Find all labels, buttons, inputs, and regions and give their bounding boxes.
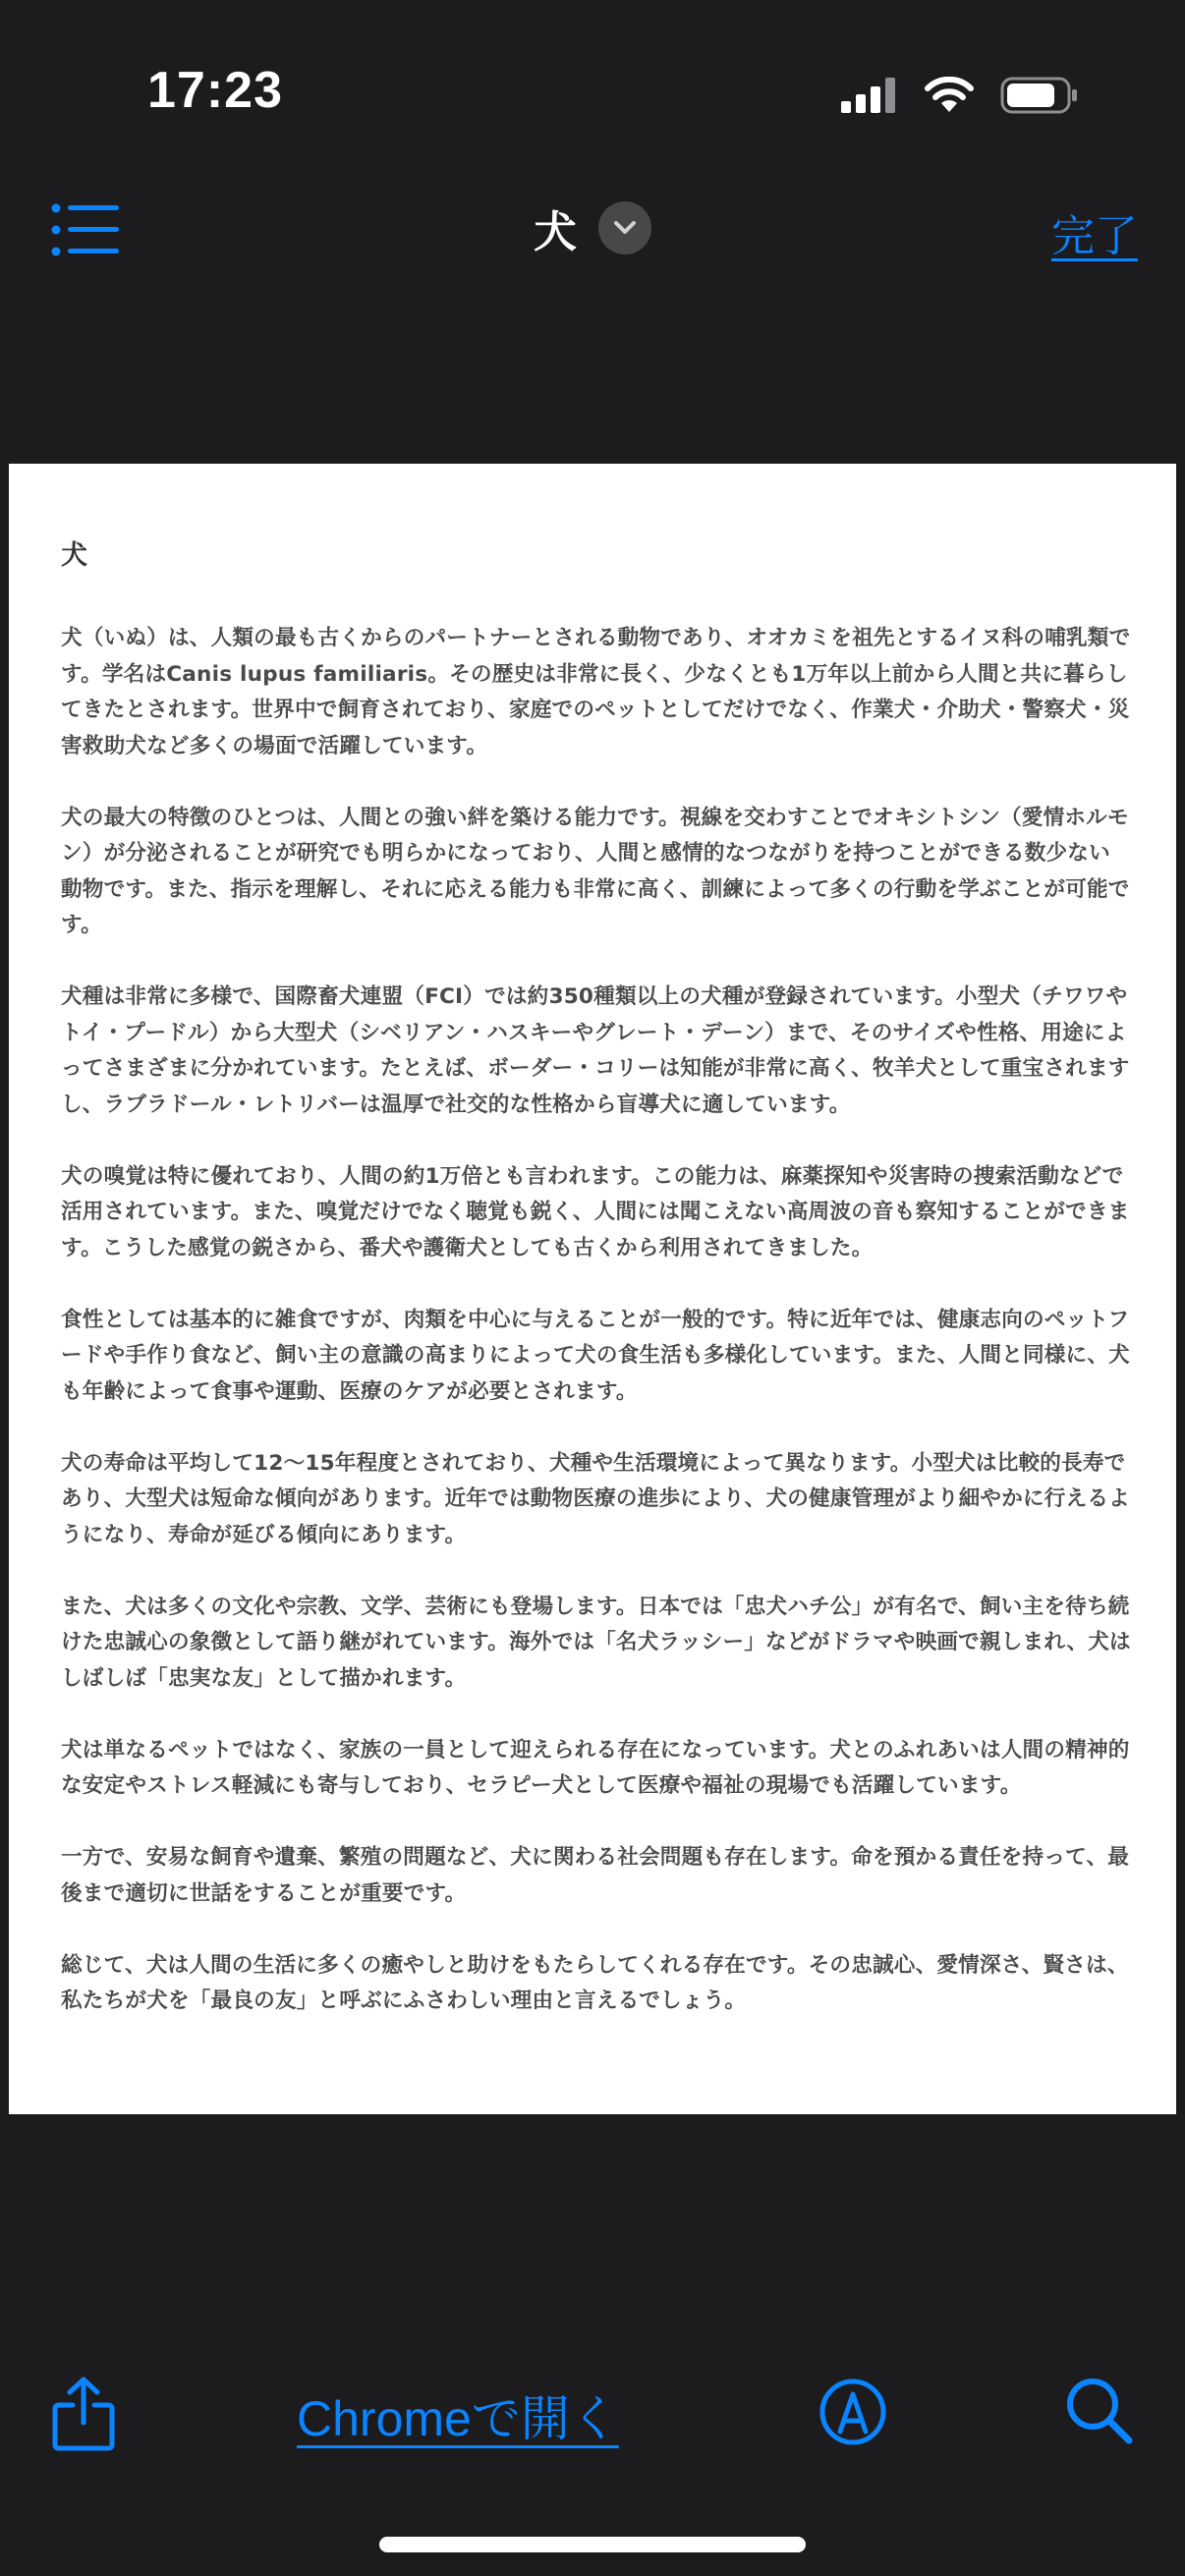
list-icon: [51, 202, 122, 257]
status-time: 17:23: [147, 62, 283, 119]
document-heading: 犬: [61, 540, 87, 571]
search-button[interactable]: [1064, 2376, 1135, 2446]
chevron-down-icon: [613, 220, 637, 236]
document-paragraph: 食性としては基本的に雑食ですが、肉類を中心に与えることが一般的です。特に近年では、健康志向のペットフードや手作り食など、飼い主の意識の高まりによって犬の食生活も多様化しています。また、人間と同様に、犬も年齢によって食事や運動、医療のケアが必要とされます。: [61, 1307, 1130, 1404]
document-paragraph: 犬は単なるペットではなく、家族の一員として迎えられる存在になっています。犬とのふれあいは人間の精神的な安定やストレス軽減にも寄与しており、セラピー犬として医療や福祉の現場でも活躍しています。: [61, 1737, 1130, 1799]
document-paragraph: また、犬は多くの文化や宗教、文学、芸術にも登場します。日本では「忠犬ハチ公」が有名で、飼い主を待ち続けた忠誠心の象徴として語り継がれています。海外では「名犬ラッシー」などがドラマや映画で親しまれ、犬はしばしば「忠実な友」として描かれます。: [61, 1594, 1131, 1691]
share-button[interactable]: [51, 2376, 116, 2452]
nav-title[interactable]: 犬: [534, 207, 577, 257]
document-paragraph: 犬（いぬ）は、人類の最も古くからのパートナーとされる動物であり、オオカミを祖先とするイヌ科の哺乳類です。学名はCanis lupus familiaris。その歴史は非常に長く、少なくとも1万年以上前から人間と共に暮らしてきたとされます。世界中で飼育されており、家庭でのペットとしてだけでなく、作業犬・介助犬・警察犬・災害救助犬など多くの場面で活躍しています。: [61, 626, 1131, 758]
markup-button[interactable]: [818, 2378, 887, 2446]
share-icon: [51, 2376, 116, 2452]
markup-icon: [818, 2378, 887, 2446]
done-button[interactable]: 完了: [1051, 211, 1138, 261]
cellular-signal-icon: [841, 78, 898, 113]
open-in-chrome-button[interactable]: Chromeで開く: [297, 2391, 619, 2446]
nav-title-group: [0, 196, 1185, 259]
document-paragraph: 犬の嗅覚は特に優れており、人間の約1万倍とも言われます。この能力は、麻薬探知や災害時の捜索活動などで活用されています。また、嗅覚だけでなく聴覚も鋭く、人間には聞こえない高周波の音も察知することができます。こうした感覚の鋭さから、番犬や護衛犬としても古くから利用されてきました。: [61, 1163, 1130, 1260]
status-icons: [841, 73, 1079, 118]
document-paragraph: 総じて、犬は人間の生活に多くの癒やしと助けをもたらしてくれる存在です。その忠誠心、愛情深さ、賢さは、私たちが犬を「最良の友」と呼ぶにふさわしい理由と言えるでしょう。: [61, 1952, 1129, 2014]
battery-icon: [1000, 76, 1079, 115]
document-paragraph: 犬の最大の特徴のひとつは、人間との強い絆を築ける能力です。視線を交わすことでオキシトシン（愛情ホルモン）が分泌されることが研究でも明らかになっており、人間と感情的なつながりを持つことができる数少ない動物です。また、指示を理解し、それに応える能力も非常に高く、訓練によって多くの行動を学ぶことが可能です。: [61, 805, 1130, 938]
document-paragraph: 犬種は非常に多様で、国際畜犬連盟（FCI）では約350種類以上の犬種が登録されています。小型犬（チワワやトイ・プードル）から大型犬（シベリアン・ハスキーやグレート・デーン）まで、そのサイズや性格、用途によってさまざまに分かれています。たとえば、ボーダー・コリーは知能が非常に高く、牧羊犬として重宝されますし、ラブラドール・レトリバーは温厚で社交的な性格から盲導犬に適しています。: [61, 984, 1130, 1117]
wifi-icon: [924, 77, 975, 114]
search-icon: [1064, 2376, 1135, 2446]
list-button[interactable]: [51, 202, 122, 257]
title-menu-button[interactable]: [598, 201, 651, 254]
document-paragraph: 一方で、安易な飼育や遺棄、繁殖の問題など、犬に関わる社会問題も存在します。命を預かる責任を持って、最後まで適切に世話をすることが重要です。: [61, 1845, 1130, 1906]
document-page[interactable]: [9, 464, 1176, 2114]
document-paragraph: 犬の寿命は平均して12〜15年程度とされており、犬種や生活環境によって異なります。小型犬は比較的長寿であり、大型犬は短命な傾向があります。近年では動物医療の進歩により、犬の健康管理がより細やかに行えるようになり、寿命が延びる傾向にあります。: [61, 1450, 1130, 1547]
home-indicator[interactable]: [379, 2537, 806, 2552]
